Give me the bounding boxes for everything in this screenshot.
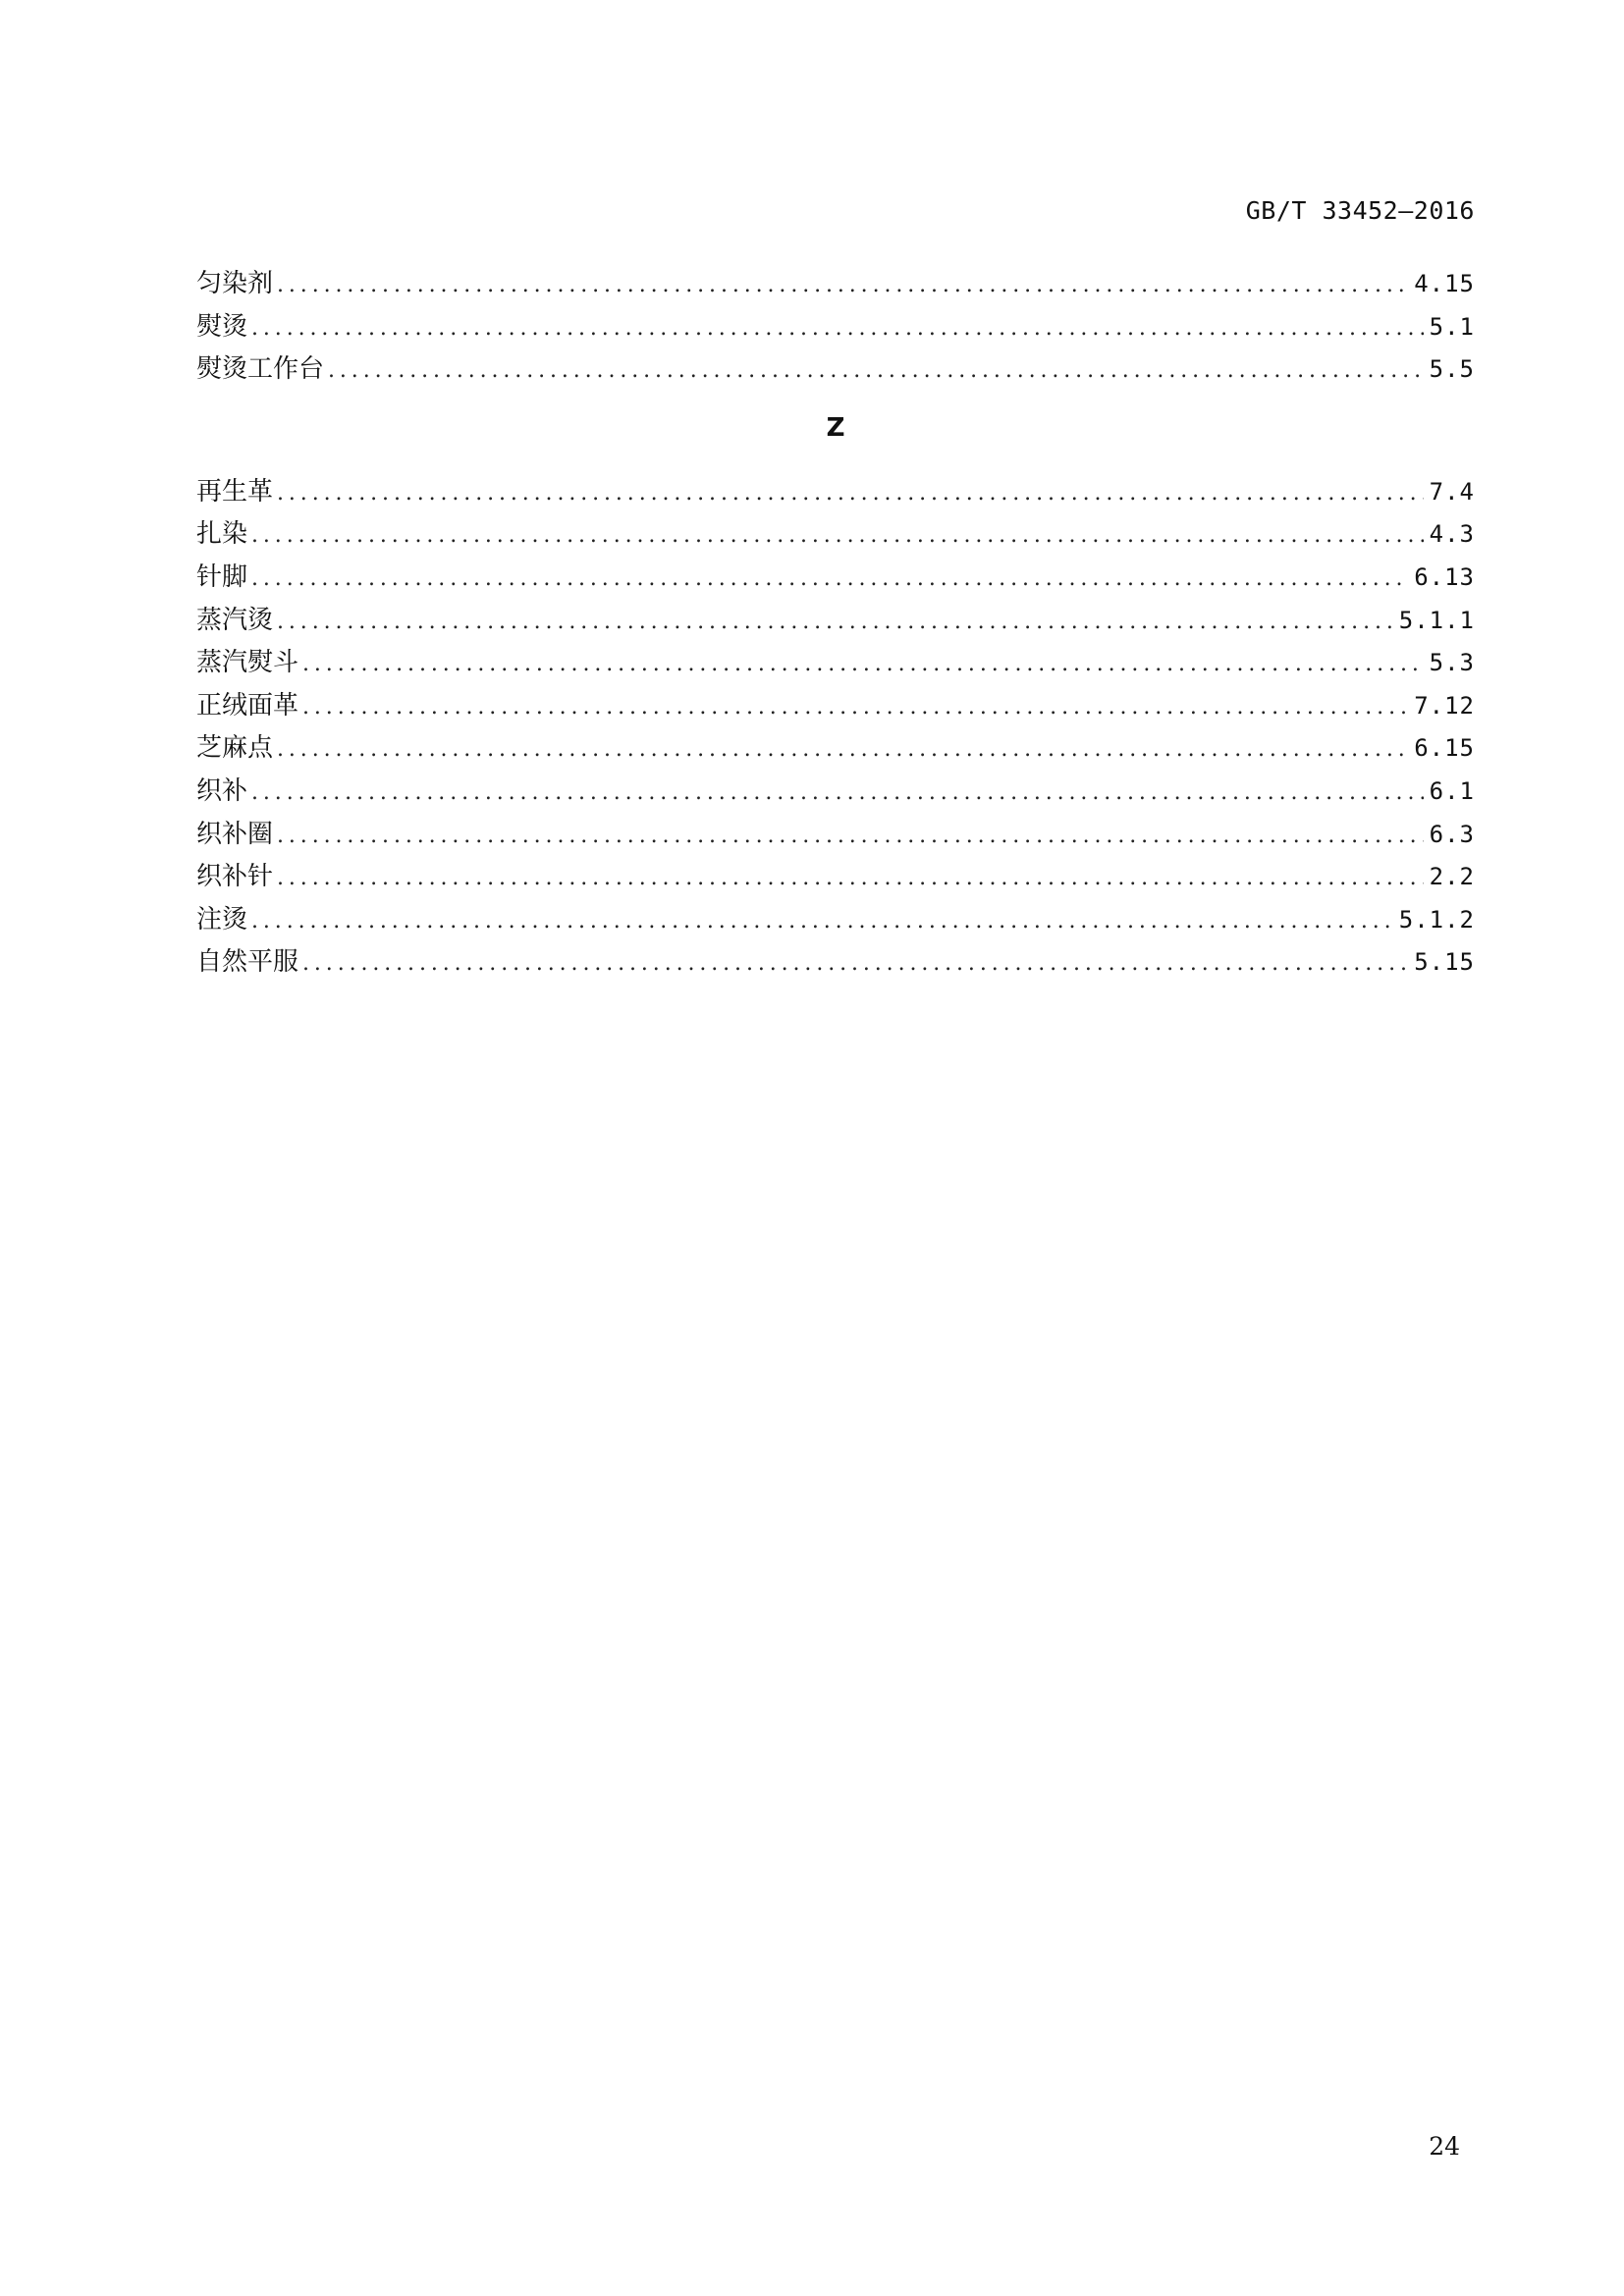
index-entry xyxy=(196,685,1475,728)
index-entry xyxy=(196,263,1475,306)
dot-leader xyxy=(328,349,1424,392)
index-ref: 5.3 xyxy=(1429,649,1475,677)
index-entry xyxy=(196,306,1475,349)
index-entry xyxy=(196,941,1475,985)
dot-leader xyxy=(251,514,1424,557)
index-ref: 2.2 xyxy=(1429,863,1475,891)
index-ref: 6.15 xyxy=(1414,734,1475,763)
index-ref: 5.1.1 xyxy=(1398,606,1475,634)
dot-leader xyxy=(277,728,1408,771)
dot-leader xyxy=(251,307,1424,349)
dot-leader xyxy=(251,900,1393,942)
index-ref: 5.1.2 xyxy=(1398,905,1475,934)
index-entry xyxy=(196,814,1475,857)
index-term: 再生革 xyxy=(196,476,274,507)
dot-leader xyxy=(277,472,1424,514)
index-ref: 4.15 xyxy=(1414,270,1475,297)
index-ref: 5.1 xyxy=(1429,312,1475,341)
index-ref: 5.5 xyxy=(1429,355,1475,384)
dot-leader xyxy=(277,857,1424,899)
index-entry xyxy=(196,856,1475,899)
index-term: 注烫 xyxy=(196,904,248,934)
index-ref: 6.13 xyxy=(1414,562,1475,591)
index-entry xyxy=(196,471,1475,514)
index-entry xyxy=(196,899,1475,942)
index-ref: 6.1 xyxy=(1429,776,1475,805)
dot-leader xyxy=(302,942,1408,985)
index-term: 匀染剂 xyxy=(196,269,274,298)
index-ref: 5.15 xyxy=(1414,948,1475,977)
index-entry xyxy=(196,348,1475,392)
index-term: 织补 xyxy=(196,775,248,806)
index-list xyxy=(196,263,1475,985)
index-entry xyxy=(196,513,1475,557)
index-term: 熨烫 xyxy=(196,311,248,342)
index-entry xyxy=(196,771,1475,814)
index-term: 针脚 xyxy=(196,561,248,592)
dot-leader xyxy=(277,264,1408,306)
index-ref: 6.3 xyxy=(1429,820,1475,848)
index-entry xyxy=(196,727,1475,771)
index-ref: 4.3 xyxy=(1429,520,1475,549)
index-term: 自然平服 xyxy=(196,947,299,978)
dot-leader xyxy=(251,772,1424,814)
index-term: 扎染 xyxy=(196,519,248,550)
dot-leader xyxy=(251,558,1408,600)
index-entry xyxy=(196,642,1475,685)
index-ref: 7.12 xyxy=(1414,691,1475,720)
index-term: 织补针 xyxy=(196,862,274,892)
index-ref: 7.4 xyxy=(1429,477,1475,506)
index-term: 熨烫工作台 xyxy=(196,354,325,385)
index-term: 织补圈 xyxy=(196,819,274,849)
index-group-letter: Z xyxy=(826,412,845,443)
index-term: 蒸汽熨斗 xyxy=(196,648,299,678)
index-entry xyxy=(196,600,1475,643)
dot-leader xyxy=(302,643,1424,685)
dot-leader xyxy=(277,601,1393,643)
index-term: 蒸汽烫 xyxy=(196,605,274,635)
page-number: 24 xyxy=(1429,2132,1460,2161)
index-entry xyxy=(196,557,1475,600)
dot-leader xyxy=(302,686,1408,728)
dot-leader xyxy=(277,815,1424,857)
standard-code: GB/T 33452—2016 xyxy=(1245,196,1475,225)
index-term: 芝麻点 xyxy=(196,733,274,764)
index-term: 正绒面革 xyxy=(196,690,299,721)
